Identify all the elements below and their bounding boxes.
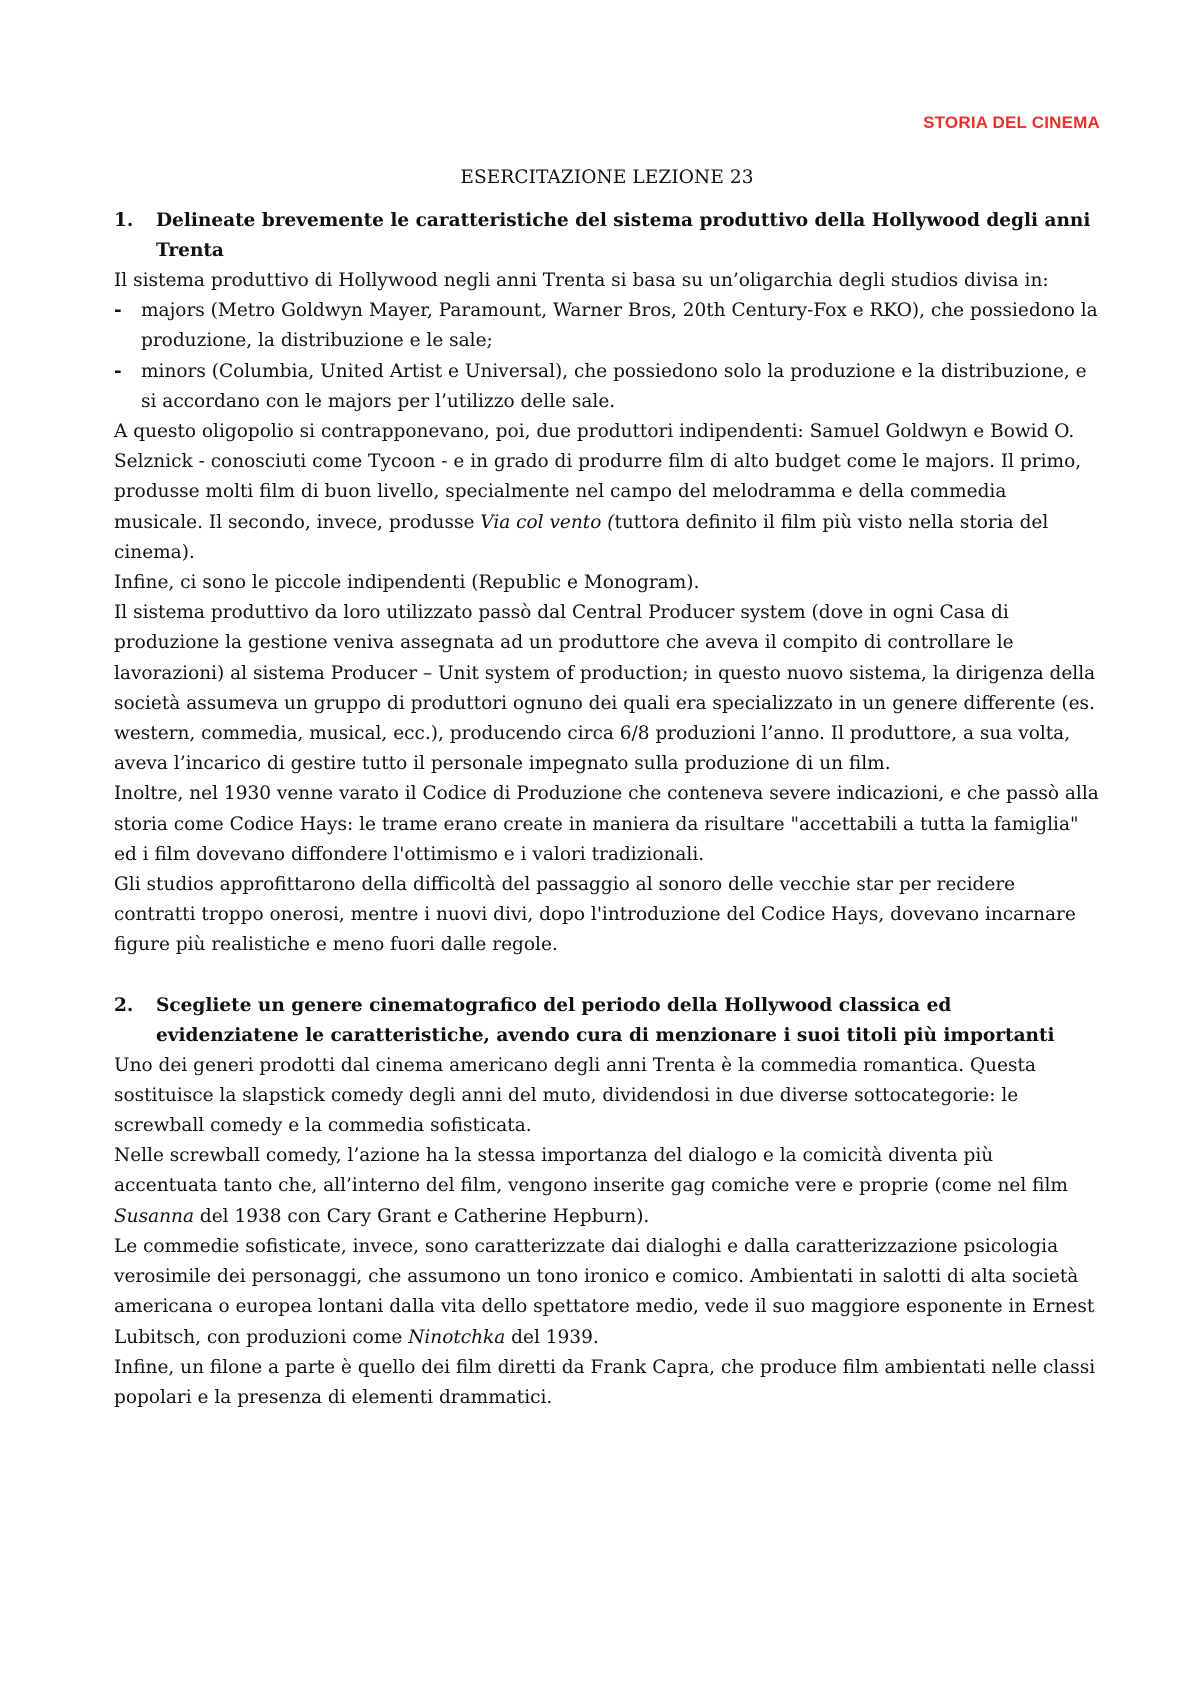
paragraph-text: Nelle screwball comedy, l’azione ha la stessa importanza del dialogo e la comicità diventa più accentuata tanto che, all’interno del film, vengono inserite gag comiche vere e proprie (come nel film — [114, 1145, 1068, 1197]
question-1 — [114, 206, 1100, 266]
answer-2-paragraph — [114, 1141, 1100, 1232]
list-item-text: majors (Metro Goldwyn Mayer, Paramount, Warner Bros, 20th Century-Fox e RKO), che possiedono la produzione, la distribuzione e le sale; — [141, 300, 1098, 352]
list-item-text: minors (Columbia, United Artist e Universal), che possiedono solo la produzione e la distribuzione, e si accordano con le majors per l’utilizzo delle sale. — [141, 360, 1087, 412]
question-2 — [114, 991, 1100, 1051]
answer-2-paragraph: Uno dei generi prodotti dal cinema americano degli anni Trenta è la commedia romantica. Questa sostituisce la slapstick comedy degli anni del muto, dividendosi in due diverse sottocategorie: le screwball comedy e la commedia sofisticata. — [114, 1054, 1036, 1137]
answer-1-paragraph: Inoltre, nel 1930 venne varato il Codice di Produzione che conteneva severe indicazioni, e che passò alla storia come Codice Hays: le trame erano create in maniera da risultare "accettabili a tutta la famiglia" ed i film dovevano diffondere l'ottimismo e i valori tradizionali. — [114, 783, 1099, 865]
answer-1-intro: Il sistema produttivo di Hollywood negli anni Trenta si basa su un’oligarchia degli studios divisa in: — [114, 270, 1049, 291]
paragraph-text: A questo oligopolio si contrapponevano, poi, due produttori indipendenti: Samuel Goldwyn e Bowid O. Selznick - conosciuti come Tycoon - e in grado di produrre film di alto budget come le majors. Il primo, produsse molti film di buon livello, specialmente nel campo del melodramma e della commedia musicale. Il secondo, invece, produsse — [114, 421, 1082, 533]
film-title: Via col vento ( — [480, 511, 615, 533]
list-item — [114, 357, 1100, 417]
paragraph-text: del 1938 con Cary Grant e Catherine Hepburn). — [193, 1205, 650, 1227]
document-title: ESERCITAZIONE LEZIONE 23 — [460, 167, 754, 188]
film-title: Ninotchka — [408, 1326, 506, 1348]
course-header: STORIA DEL CINEMA — [923, 113, 1100, 132]
answer-1-paragraph — [114, 417, 1100, 568]
answer-2 — [114, 1051, 1100, 1413]
paragraph-text: Le commedie sofisticate, invece, sono caratterizzate dai dialoghi e dalla caratterizzazione psicologia verosimile dei personaggi, che assumono un tono ironico e comico. Ambientati in salotti di alta società americana o europea lontani dalla vita dello spettatore medio, vede il suo maggiore esponente in Ernest Lubitsch, con produzioni come — [114, 1235, 1095, 1348]
paragraph-text: tuttora definito il film più visto nella storia del cinema). — [114, 511, 1049, 563]
answer-1-paragraph: Gli studios approfittarono della difficoltà del passaggio al sonoro delle vecchie star per recidere contratti troppo onerosi, mentre i nuovi divi, dopo l'introduzione del Codice Hays, dovevano incarnare figure più realistiche e meno fuori dalle regole. — [114, 874, 1076, 956]
question-1-number: 1. — [114, 210, 134, 231]
question-2-text: Scegliete un genere cinematografico del periodo della Hollywood classica ed evidenziatene le caratteristiche, avendo cura di menzionare i suoi titoli più importanti — [156, 994, 1055, 1046]
answer-2-paragraph — [114, 1232, 1100, 1353]
answer-1 — [114, 266, 1100, 961]
question-2-number: 2. — [114, 994, 134, 1016]
section-spacer — [114, 961, 1100, 991]
list-item — [114, 296, 1100, 356]
paragraph-text: del 1939. — [505, 1326, 599, 1348]
question-1-text: Delineate brevemente le caratteristiche del sistema produttivo della Hollywood degli anni Trenta — [156, 210, 1091, 261]
film-title: Susanna — [114, 1205, 194, 1227]
answer-1-paragraph: Il sistema produttivo da loro utilizzato passò dal Central Producer system (dove in ogni Casa di produzione la gestione veniva assegnata ad un produttore che aveva il compito di controllare le lavorazioni) al sistema Producer – Unit system of production; in questo nuovo sistema, la dirigenza della società assumeva un gruppo di produttori ognuno dei quali era specializzato in un genere differente (es. western, commedia, musical, ecc.), producendo circa 6/8 produzioni l’anno. Il produttore, a sua volta, aveva l’incarico di gestire tutto il personale impegnato sulla produzione di un film. — [114, 602, 1096, 775]
answer-1-paragraph: Infine, ci sono le piccole indipendenti (Republic e Monogram). — [114, 572, 700, 594]
bullet-marker: - — [114, 300, 122, 322]
answer-2-paragraph: Infine, un filone a parte è quello dei film diretti da Frank Capra, che produce film ambientati nelle classi popolari e la presenza di elementi drammatici. — [114, 1356, 1096, 1408]
bullet-marker: - — [114, 360, 122, 382]
